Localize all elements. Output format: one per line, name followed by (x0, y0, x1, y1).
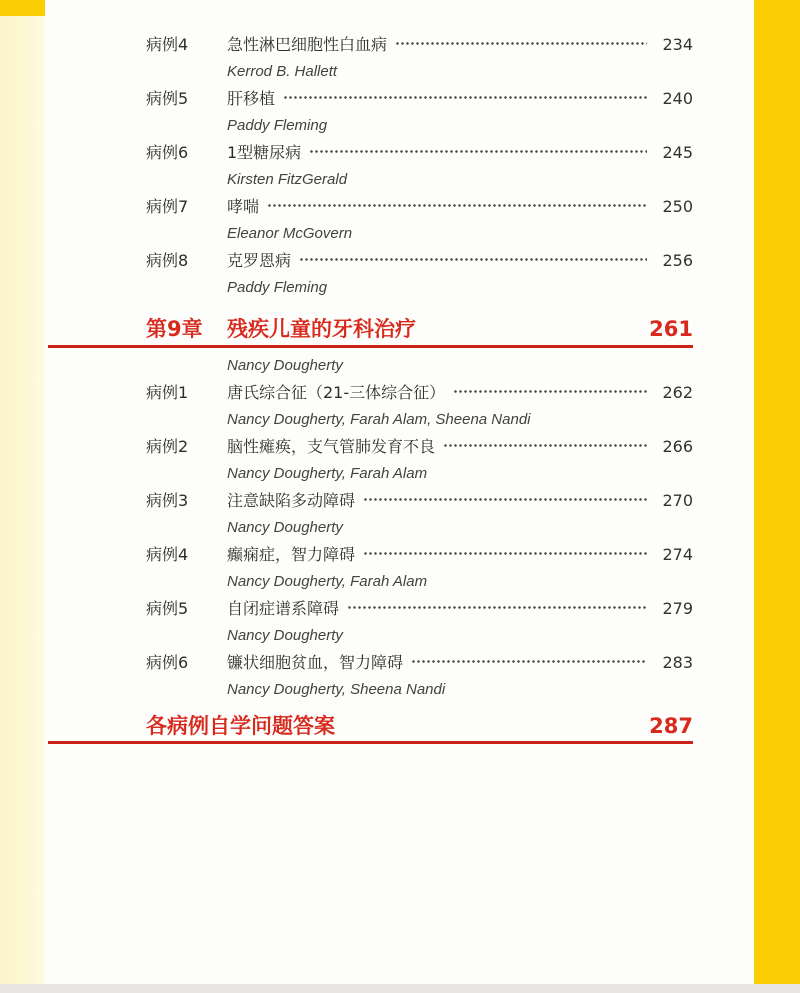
dot-leader (299, 247, 647, 274)
case-label: 病例2 (146, 437, 189, 456)
dot-leader (453, 379, 647, 406)
dot-leader (347, 595, 647, 622)
dot-leader (363, 541, 647, 568)
dot-leader (363, 487, 647, 514)
page-number: 262 (662, 383, 693, 402)
page-number: 250 (662, 197, 693, 216)
toc-case-row (45, 541, 755, 568)
case-authors: Nancy Dougherty (227, 627, 343, 644)
top-left-gold-corner (0, 0, 45, 16)
case-label: 病例1 (146, 383, 189, 402)
left-cream-border (0, 16, 45, 984)
chapter-label: 第9章 (146, 317, 203, 341)
case-authors: Paddy Fleming (227, 279, 328, 296)
case-label: 病例7 (146, 197, 189, 216)
toc-case-row (45, 487, 755, 514)
page-number: 279 (662, 599, 693, 618)
case-authors: Nancy Dougherty, Farah Alam (227, 573, 428, 590)
dot-leader (267, 193, 647, 220)
toc-case-row (45, 247, 755, 274)
dot-leader (443, 433, 647, 460)
page-number: 266 (662, 437, 693, 456)
bottom-gray-strip (0, 984, 800, 993)
case-label: 病例3 (146, 491, 189, 510)
answers-heading (45, 711, 755, 741)
case-label: 病例5 (146, 599, 189, 618)
case-title: 急性淋巴细胞性白血病 (227, 35, 388, 54)
case-authors: Nancy Dougherty, Farah Alam, Sheena Nandi (227, 411, 531, 428)
page-number: 234 (662, 35, 693, 54)
case-label: 病例6 (146, 143, 189, 162)
case-authors: Nancy Dougherty, Farah Alam (227, 465, 428, 482)
toc-case-row (45, 595, 755, 622)
answers-title: 各病例自学问题答案 (146, 714, 335, 738)
case-authors: Eleanor McGovern (227, 225, 353, 242)
page-number: 256 (662, 251, 693, 270)
toc-case-row (45, 433, 755, 460)
page-number: 245 (662, 143, 693, 162)
chapter-editor: Nancy Dougherty (227, 357, 343, 374)
case-label: 病例4 (146, 35, 189, 54)
dot-leader (309, 139, 647, 166)
case-authors: Kerrod B. Hallett (227, 63, 338, 80)
case-title: 1型糖尿病 (227, 143, 302, 162)
case-title: 哮喘 (227, 197, 260, 216)
case-authors: Nancy Dougherty (227, 519, 343, 536)
case-authors: Nancy Dougherty, Sheena Nandi (227, 681, 446, 698)
case-title: 脑性瘫痪，支气管肺发育不良 (227, 437, 436, 456)
dot-leader (283, 85, 647, 112)
case-label: 病例8 (146, 251, 189, 270)
toc-case-row (45, 85, 755, 112)
chapter-title: 残疾儿童的牙科治疗 (227, 317, 416, 341)
toc-case-row (45, 649, 755, 676)
answers-page-number: 287 (649, 714, 693, 738)
toc-case-row (45, 31, 755, 58)
case-label: 病例4 (146, 545, 189, 564)
chapter-rule (48, 345, 693, 348)
case-authors: Kirsten FitzGerald (227, 171, 348, 188)
dot-leader (395, 31, 647, 58)
case-label: 病例6 (146, 653, 189, 672)
page-number: 283 (662, 653, 693, 672)
table-of-contents (45, 31, 755, 744)
case-title: 癫痫症，智力障碍 (227, 545, 356, 564)
toc-case-row (45, 139, 755, 166)
toc-case-row (45, 193, 755, 220)
answers-rule (48, 741, 693, 744)
case-title: 肝移植 (227, 89, 276, 108)
chapter-page-number: 261 (649, 317, 693, 341)
page-number: 240 (662, 89, 693, 108)
toc-case-row (45, 379, 755, 406)
right-gold-border (754, 0, 800, 984)
page-number: 270 (662, 491, 693, 510)
page-number: 274 (662, 545, 693, 564)
dot-leader (411, 649, 647, 676)
case-title: 镰状细胞贫血，智力障碍 (227, 653, 404, 672)
chapter-heading (45, 313, 755, 345)
case-authors: Paddy Fleming (227, 117, 328, 134)
case-title: 克罗恩病 (227, 251, 292, 270)
case-title: 注意缺陷多动障碍 (227, 491, 356, 510)
case-title: 唐氏综合征（21-三体综合征） (227, 383, 446, 402)
case-label: 病例5 (146, 89, 189, 108)
case-title: 自闭症谱系障碍 (227, 599, 340, 618)
